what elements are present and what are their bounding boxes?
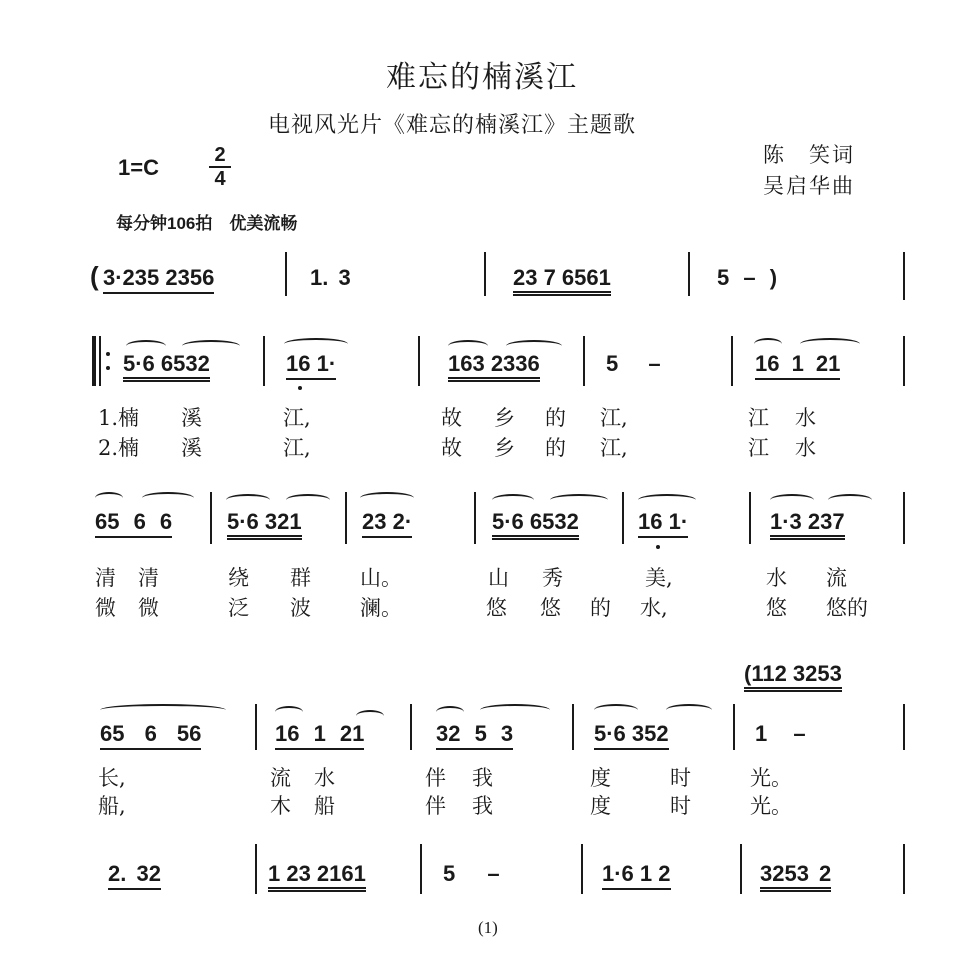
- barline: [285, 252, 287, 296]
- barline: [474, 492, 476, 544]
- song-subtitle: 电视风光片《难忘的楠溪江》主题歌: [268, 113, 637, 138]
- slur: [594, 704, 638, 716]
- slur: [142, 492, 194, 504]
- lyric: 乡: [494, 436, 515, 460]
- lyric: 1.楠: [98, 406, 140, 430]
- lyric: 悠的: [826, 596, 868, 620]
- lyric: 江,: [600, 436, 628, 460]
- lyric: 船,: [98, 794, 126, 818]
- lyric: 秀: [542, 566, 563, 590]
- lyric: 乡: [494, 406, 515, 430]
- repeat-dot: [106, 352, 110, 356]
- slur: [226, 494, 270, 506]
- measure-3-3: 23 2·: [362, 510, 412, 534]
- barline: [255, 844, 257, 894]
- barline: [731, 336, 733, 386]
- repeat-dot: [106, 366, 110, 370]
- lyric: 流: [270, 766, 291, 790]
- lyric: 山: [488, 566, 509, 590]
- lyric: 木: [270, 794, 291, 818]
- time-numerator: 2: [214, 144, 226, 166]
- slur: [800, 338, 860, 350]
- lyric: 山。: [360, 566, 402, 590]
- barline: [733, 704, 735, 750]
- slur: [828, 494, 872, 506]
- key-signature: 1=C: [118, 155, 159, 180]
- lyric: 水: [795, 406, 816, 430]
- lyric: 时: [670, 766, 691, 790]
- slur: [492, 494, 534, 506]
- lyric: 时: [670, 794, 691, 818]
- lyric: 微: [95, 596, 116, 620]
- slur: [638, 494, 696, 506]
- lyric: 流: [826, 566, 847, 590]
- lyric: 我: [472, 766, 493, 790]
- lyric: 澜。: [360, 596, 402, 620]
- barline: [688, 252, 690, 296]
- lyric: 的: [545, 436, 566, 460]
- measure-4-3: 32 5 3: [436, 722, 513, 746]
- song-title: 难忘的楠溪江: [386, 60, 578, 95]
- measure-2-4: 5 –: [606, 351, 661, 376]
- measure-3-1: 65 6 6: [95, 510, 172, 534]
- lyric: 船: [314, 794, 335, 818]
- lyric: 群: [290, 566, 311, 590]
- barline: [210, 492, 212, 544]
- lyric: 水,: [640, 596, 668, 620]
- lyric: 光。: [750, 794, 792, 818]
- slur: [754, 338, 782, 350]
- barline: [255, 704, 257, 750]
- lyric: 度: [590, 766, 611, 790]
- slur: [666, 704, 712, 716]
- lyric: 光。: [750, 766, 792, 790]
- measure-3-6: 1·3 237: [770, 510, 845, 534]
- barline: [749, 492, 751, 544]
- lyric: 绕: [228, 566, 249, 590]
- lyric: 溪: [181, 406, 202, 430]
- slur: [95, 492, 123, 504]
- barline: [622, 492, 624, 544]
- barline: [345, 492, 347, 544]
- measure-3-2: 5·6 321: [227, 510, 302, 534]
- slur: [286, 494, 330, 506]
- lyric: 微: [138, 596, 159, 620]
- lyric: 悠: [486, 596, 507, 620]
- barline: [583, 336, 585, 386]
- barline: [420, 844, 422, 894]
- lower-octave-dot: [298, 386, 302, 390]
- open-paren: (: [90, 261, 99, 291]
- lyricist-credit: 陈 笑词: [763, 143, 855, 167]
- lyric: 悠: [766, 596, 787, 620]
- measure-1-4: 5 – ): [717, 265, 778, 290]
- measure-2-3: 163 2336: [448, 352, 540, 376]
- measure-5-3: 5 –: [443, 861, 500, 886]
- measure-5-1: 2. 32: [108, 862, 161, 886]
- tempo-marking: 每分钟106拍 优美流畅: [116, 214, 298, 233]
- lyric: 伴: [425, 766, 446, 790]
- lyric: 我: [472, 794, 493, 818]
- measure-1-1: 3·235 2356: [103, 266, 214, 290]
- lyric: 溪: [181, 436, 202, 460]
- barline: [903, 336, 905, 386]
- measure-4-4: 5·6 352: [594, 722, 669, 746]
- time-signature: [207, 144, 233, 190]
- measure-4-5: 1 –: [755, 721, 806, 746]
- lyric: 长,: [98, 766, 126, 790]
- measure-4-1: 65 6 56: [100, 722, 201, 746]
- measure-1-2: 1. 3: [310, 265, 351, 290]
- barline-end: [903, 252, 905, 300]
- lyric: 悠: [540, 596, 561, 620]
- measure-3-4: 5·6 6532: [492, 510, 579, 534]
- lyric: 美,: [645, 566, 673, 590]
- slur: [436, 706, 464, 718]
- barline: [572, 704, 574, 750]
- barline: [484, 252, 486, 296]
- repeat-start-thick: [92, 336, 96, 386]
- lyric: 清: [138, 566, 159, 590]
- barline: [410, 704, 412, 750]
- lyric: 的: [545, 406, 566, 430]
- lyric: 江: [748, 436, 769, 460]
- lyric: 泛: [228, 596, 249, 620]
- composer-credit: 吴启华曲: [763, 174, 855, 198]
- barline: [903, 844, 905, 894]
- upper-bracket-phrase: (112 3253: [744, 662, 842, 686]
- slur: [275, 706, 303, 718]
- slur: [100, 704, 226, 716]
- slur: [770, 494, 814, 506]
- measure-2-1: 5·6 6532: [123, 352, 210, 376]
- measure-4-2: 16 1 21: [275, 722, 364, 746]
- slur: [480, 704, 550, 716]
- lyric: 水: [314, 766, 335, 790]
- measure-5-2: 1 23 2161: [268, 862, 366, 886]
- lyric: 故: [441, 436, 462, 460]
- barline: [581, 844, 583, 894]
- lyric: 的: [590, 596, 611, 620]
- page-number: (1): [478, 918, 498, 937]
- lyric: 江,: [283, 436, 311, 460]
- slur: [360, 492, 414, 504]
- measure-2-2: 16 1·: [286, 352, 336, 376]
- barline: [740, 844, 742, 894]
- lyric: 清: [95, 566, 116, 590]
- barline: [263, 336, 265, 386]
- lyric: 江,: [283, 406, 311, 430]
- lyric: 故: [441, 406, 462, 430]
- lyric: 水: [766, 566, 787, 590]
- lyric: 2.楠: [98, 436, 140, 460]
- barline: [418, 336, 420, 386]
- measure-5-5: 3253 2: [760, 862, 831, 886]
- barline: [903, 704, 905, 750]
- measure-2-5: 16 1 21: [755, 352, 840, 376]
- slur: [550, 494, 608, 506]
- slur: [284, 338, 348, 350]
- time-denominator: 4: [214, 168, 226, 190]
- measure-1-3: 23 7 6561: [513, 266, 611, 290]
- barline: [903, 492, 905, 544]
- repeat-start-thin: [99, 336, 101, 386]
- lyric: 水: [795, 436, 816, 460]
- measure-3-5: 16 1·: [638, 510, 688, 534]
- lyric: 波: [290, 596, 311, 620]
- lyric: 江: [748, 406, 769, 430]
- lyric: 度: [590, 794, 611, 818]
- lyric: 江,: [600, 406, 628, 430]
- lower-octave-dot: [656, 545, 660, 549]
- measure-5-4: 1·6 1 2: [602, 862, 671, 886]
- lyric: 伴: [425, 794, 446, 818]
